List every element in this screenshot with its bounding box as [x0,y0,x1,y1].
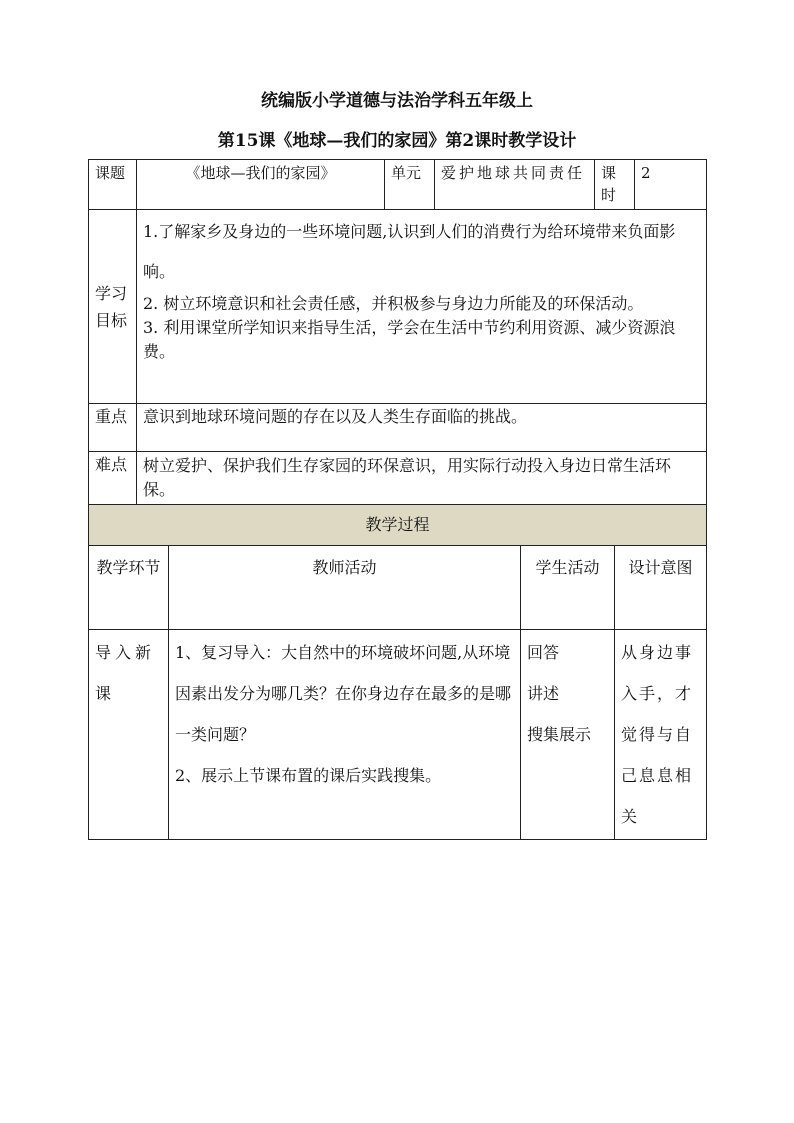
teaching-process-table [88,504,707,840]
student-step: 回答 [527,643,560,662]
student-activity-cell [521,630,615,840]
topic-value: 《地球—我们的家园》 [137,160,385,210]
difficult-label: 难点 [89,452,137,505]
teacher-step: 1、复习导入：大自然中的环境破坏问题,从环境因素出发分为哪几类？在你身边存在最多的是哪一类问题？ [175,643,512,744]
goal-item: 2. 树立环境意识和社会责任感，并积极参与身边力所能及的环保活动。 [143,294,644,313]
difficult-value: 树立爱护、保护我们生存家园的环保意识，用实际行动投入身边日常生活环保。 [137,452,707,505]
key-label: 重点 [89,404,137,452]
key-value: 意识到地球环境问题的存在以及人类生存面临的挑战。 [137,404,707,452]
col-intent-header: 设计意图 [615,546,707,630]
document-title: 统编版小学道德与法治学科五年级上 [261,91,533,111]
topic-label: 课题 [89,160,137,210]
teacher-step: 2、展示上节课布置的课后实践搜集。 [175,766,442,785]
stage-cell: 导入新课 [89,630,169,840]
period-label: 课时 [595,160,635,210]
unit-label: 单元 [385,160,435,210]
period-value: 2 [635,160,707,210]
student-step: 搜集展示 [527,725,592,744]
col-teacher-header: 教师活动 [169,546,521,630]
col-student-header: 学生活动 [521,546,615,630]
col-stage-header: 教学环节 [89,546,169,630]
teacher-activity-cell [169,630,521,840]
design-intent-cell: 从身边事入手，才觉得与自己息息相关 [615,630,707,840]
goals-content [137,210,707,404]
document-subtitle: 第15课《地球—我们的家园》第2课时教学设计 [217,131,577,151]
process-heading: 教学过程 [89,505,707,546]
student-step: 讲述 [527,684,560,703]
goal-item: 3. 利用课堂所学知识来指导生活，学会在生活中节约利用资源、减少资源浪费。 [143,318,676,361]
lesson-info-table [88,159,707,505]
goals-label: 学习目标 [89,210,137,404]
unit-value: 爱护地球共同责任 [435,160,595,210]
goal-item: 1.了解家乡及身边的一些环境问题,认识到人们的消费行为给环境带来负面影响。 [143,222,676,281]
